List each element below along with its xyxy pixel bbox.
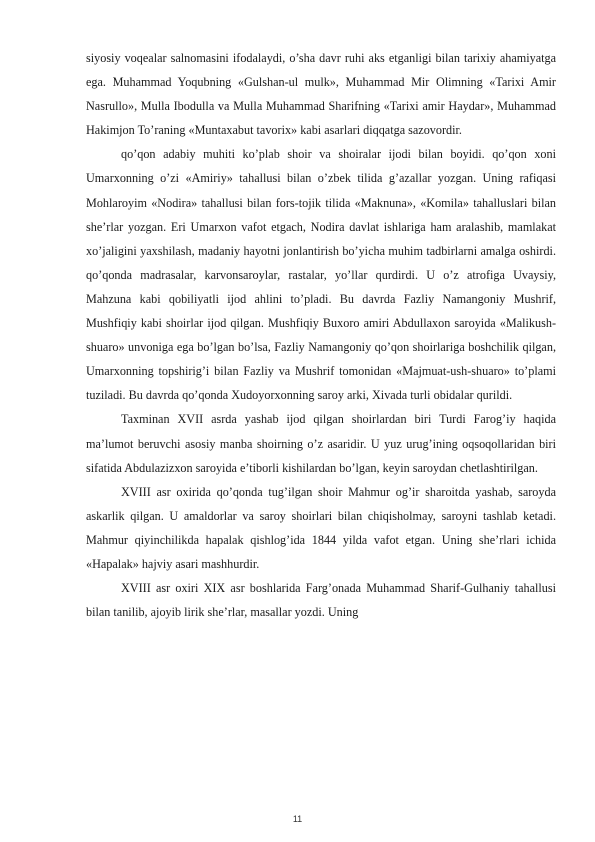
paragraph-2: qo’qon adabiy muhiti ko’plab shoir va shoiralar ijodi bilan boyidi. qo’qon xoni Umarxonning o’zi «Amiriy» tahallusi bilan o’zbek tilida g’azallar yozgan. Uning rafiqasi Mohlaroyim «Nodira» tahallusi bilan fors-tojik tilida «Maknuna», «Komila» tahalluslari bilan she’rlar yozgan. Eri Umarxon vafot etgach, Nodira davlat ishlariga ham aralashib, mamlakat xo’jaligini yaxshilash, madaniy hayotni jonlantirish bo’yicha muhim tadbirlarni amalga oshirdi. qo’qonda madrasalar, karvonsaroylar, rastalar, yo’llar qurdirdi. U o’z atrofiga Uvaysiy, Mahzuna kabi qobiliyatli ijod ahlini to’pladi. Bu davrda Fazliy Namangoniy Mushrif, Mushfiqiy kabi shoirlar ijod qilgan. Mushfiqiy Buxoro amiri Abdullaxon saroyida «Malikush-shuaro» unvoniga ega bo’lgan bo’lsa, Fazliy Namangoniy qo’qon shoirlariga boshchilik qilgan, Umarxonning topshirig’i bilan Fazliy va Mushrif tomonidan «Majmuat-ush-shuaro» to’plami tuziladi. Bu davrda qo’qonda Xudoyorxonning saroy arki, Xivada turli obidalar qurildi. xyxy=(86,147,556,403)
paragraph-1: siyosiy voqealar salnomasini ifodalaydi, o’sha davr ruhi aks etganligi bilan tarixiy ahamiyatga ega. Muhammad Yoqubning «Gulshan-ul mulk», Muhammad Mir Olimning «Tarixi Amir Nasrullo», Mulla Ibodulla va Mulla Muhammad Sharifning «Tarixi amir Haydar», Muhammad Hakimjon To’raning «Muntaxabut tavorix» kabi asarlari diqqatga sazovordir. xyxy=(86,51,556,138)
document-body xyxy=(86,46,556,624)
page-number: 11 xyxy=(292,814,303,824)
paragraph-3: Taxminan XVII asrda yashab ijod qilgan shoirlardan biri Turdi Farog’iy haqida ma’lumot beruvchi asosiy manba shoirning o’z asaridir. U yuz urug’ining oqsoqollaridan biri sifatida Abdulazizxon saroyida e’tiborli kishilardan bo’lgan, keyin saroydan chetlashtirilgan. xyxy=(86,412,556,475)
paragraph-4: XVIII asr oxirida qo’qonda tug’ilgan shoir Mahmur og’ir sharoitda yashab, saroyda askarlik qilgan. U amaldorlar va saroy shoirlari bilan chiqisholmay, saroyni tashlab ketadi. Mahmur qiyinchilikda hapalak qishlog’ida 1844 yilda vafot etgan. Uning she’rlari ichida «Hapalak» hajviy asari mashhurdir. xyxy=(86,484,556,571)
paragraph-5: XVIII asr oxiri XIX asr boshlarida Farg’onada Muhammad Sharif-Gulhaniy tahallusi bilan tanilib, ajoyib lirik she’rlar, masallar yozdi. Uning xyxy=(86,581,556,620)
